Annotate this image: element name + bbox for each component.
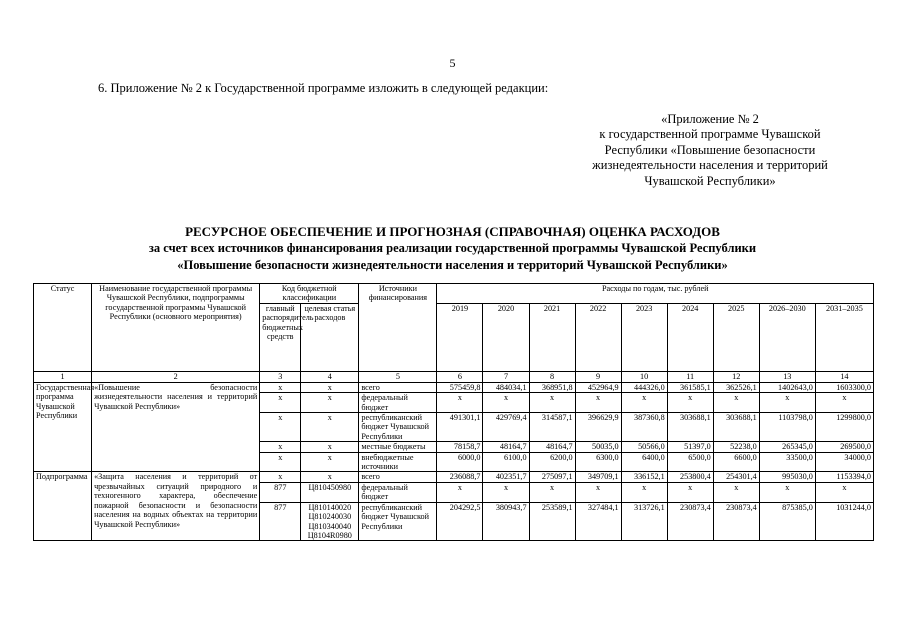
row-value: x xyxy=(759,482,815,502)
header-year: 2022 xyxy=(575,303,621,371)
row-value: x xyxy=(667,482,713,502)
row-value: 387360,8 xyxy=(621,413,667,442)
row-value: 327484,1 xyxy=(575,502,621,541)
row-status: Государственная программа Чувашской Республики xyxy=(34,382,92,472)
row-source: внебюджетные источники xyxy=(359,452,437,472)
header-expenses: Расходы по годам, тыс. рублей xyxy=(437,284,874,304)
row-value: 444326,0 xyxy=(621,382,667,392)
column-index: 6 xyxy=(437,371,483,382)
column-index: 4 xyxy=(301,371,359,382)
row-value: 303688,1 xyxy=(713,413,759,442)
row-source: республиканский бюджет Чувашской Республики xyxy=(359,502,437,541)
row-value: 1031244,0 xyxy=(815,502,873,541)
row-value: x xyxy=(621,482,667,502)
row-target-item: x xyxy=(301,442,359,452)
row-value: 6200,0 xyxy=(529,452,575,472)
title-line-2: за счет всех источников финансирования реализации государственной программы Чувашской Республики xyxy=(148,241,757,255)
header-year: 2026–2030 xyxy=(759,303,815,371)
column-index: 8 xyxy=(529,371,575,382)
appendix-line: жизнедеятельности населения и территорий xyxy=(592,158,828,173)
header-year: 2021 xyxy=(529,303,575,371)
row-source: всего xyxy=(359,382,437,392)
row-value: x xyxy=(437,393,483,413)
row-value: 484034,1 xyxy=(483,382,529,392)
row-source: местные бюджеты xyxy=(359,442,437,452)
row-main-manager: x xyxy=(260,393,301,413)
row-value: 6300,0 xyxy=(575,452,621,472)
appendix-line: Республики «Повышение безопасности xyxy=(604,142,816,157)
row-value: x xyxy=(575,482,621,502)
row-value: 368951,8 xyxy=(529,382,575,392)
column-index: 7 xyxy=(483,371,529,382)
row-source: республиканский бюджет Чувашской Республики xyxy=(359,413,437,442)
row-target-item: Ц810140020 Ц810240030 Ц810340040 Ц8104R0980 xyxy=(301,502,359,541)
header-name: Наименование государственной программы Чувашской Республики, подпрограммы государственной программы Чувашской Республики (основного мероприятия) xyxy=(92,284,260,372)
header-year: 2031–2035 xyxy=(815,303,873,371)
row-value: 33500,0 xyxy=(759,452,815,472)
header-target-item: целевая статья расходов xyxy=(301,303,359,371)
row-main-manager: x xyxy=(260,472,301,482)
header-year: 2023 xyxy=(621,303,667,371)
row-value: 1299800,0 xyxy=(815,413,873,442)
row-value: x xyxy=(713,482,759,502)
header-year: 2025 xyxy=(713,303,759,371)
row-main-manager: x xyxy=(260,442,301,452)
row-source: федеральный бюджет xyxy=(359,393,437,413)
row-name: «Защита населения и территорий от чрезвычайных ситуаций природного и техногенного характера, обеспечение пожарной безопасности и безопасности населения на водных объектах на территории Чувашской Республики» xyxy=(92,472,260,541)
row-value: 48164,7 xyxy=(483,442,529,452)
page-number: 5 xyxy=(449,56,456,70)
appendix-line: «Приложение № 2 xyxy=(661,112,759,126)
row-value: 230873,4 xyxy=(667,502,713,541)
row-value: 362526,1 xyxy=(713,382,759,392)
row-value: x xyxy=(621,393,667,413)
row-target-item: x xyxy=(301,452,359,472)
row-value: x xyxy=(529,482,575,502)
column-index: 3 xyxy=(260,371,301,382)
row-value: 253589,1 xyxy=(529,502,575,541)
row-value: x xyxy=(667,393,713,413)
row-value: 236088,7 xyxy=(437,472,483,482)
row-value: 6500,0 xyxy=(667,452,713,472)
row-value: 429769,4 xyxy=(483,413,529,442)
header-year: 2024 xyxy=(667,303,713,371)
row-value: 275097,1 xyxy=(529,472,575,482)
row-main-manager: x xyxy=(260,452,301,472)
row-value: 52238,0 xyxy=(713,442,759,452)
row-value: 313726,1 xyxy=(621,502,667,541)
appendix-line: Чувашской Республики» xyxy=(644,173,776,188)
column-index: 13 xyxy=(759,371,815,382)
column-index: 5 xyxy=(359,371,437,382)
row-value: 265345,0 xyxy=(759,442,815,452)
row-source: федеральный бюджет xyxy=(359,482,437,502)
row-target-item: Ц810450980 xyxy=(301,482,359,502)
intro-paragraph: 6. Приложение № 2 к Государственной программе изложить в следующей редакции: xyxy=(98,81,549,95)
row-main-manager: x xyxy=(260,413,301,442)
column-index: 2 xyxy=(92,371,260,382)
row-value: 254301,4 xyxy=(713,472,759,482)
row-value: 1103798,0 xyxy=(759,413,815,442)
resource-table xyxy=(33,283,874,541)
row-value: 452964,9 xyxy=(575,382,621,392)
row-value: 6600,0 xyxy=(713,452,759,472)
row-value: 1153394,0 xyxy=(815,472,873,482)
row-value: 995030,0 xyxy=(759,472,815,482)
row-main-manager: 877 xyxy=(260,482,301,502)
table-row xyxy=(34,472,874,482)
row-target-item: x xyxy=(301,472,359,482)
row-value: x xyxy=(815,393,873,413)
row-value: 51397,0 xyxy=(667,442,713,452)
row-value: x xyxy=(437,482,483,502)
column-index: 14 xyxy=(815,371,873,382)
row-name: «Повышение безопасности жизнедеятельности населения и территорий Чувашской Республики» xyxy=(92,382,260,472)
title-line-1: РЕСУРСНОЕ ОБЕСПЕЧЕНИЕ И ПРОГНОЗНАЯ (СПРАВОЧНАЯ) ОЦЕНКА РАСХОДОВ xyxy=(185,224,720,239)
column-index: 10 xyxy=(621,371,667,382)
table-body xyxy=(34,371,874,541)
row-value: 875385,0 xyxy=(759,502,815,541)
row-target-item: x xyxy=(301,393,359,413)
appendix-line: к государственной программе Чувашской xyxy=(599,127,821,142)
column-index-row xyxy=(34,371,874,382)
row-value: x xyxy=(815,482,873,502)
row-status: Подпрограмма xyxy=(34,472,92,541)
row-value: 230873,4 xyxy=(713,502,759,541)
row-target-item: x xyxy=(301,382,359,392)
row-value: 314587,1 xyxy=(529,413,575,442)
document-title xyxy=(0,223,905,274)
header-budget-code: Код бюджетной классификации xyxy=(260,284,359,304)
row-value: 361585,1 xyxy=(667,382,713,392)
row-value: 1603300,0 xyxy=(815,382,873,392)
column-index: 9 xyxy=(575,371,621,382)
row-value: 1402643,0 xyxy=(759,382,815,392)
row-value: 6400,0 xyxy=(621,452,667,472)
row-value: x xyxy=(575,393,621,413)
row-value: 34000,0 xyxy=(815,452,873,472)
row-value: 402351,7 xyxy=(483,472,529,482)
row-value: 50566,0 xyxy=(621,442,667,452)
row-value: x xyxy=(529,393,575,413)
row-value: 303688,1 xyxy=(667,413,713,442)
title-line-3: «Повышение безопасности жизнедеятельности населения и территорий Чувашской Республики» xyxy=(177,258,728,272)
header-status: Статус xyxy=(34,284,92,372)
row-main-manager: 877 xyxy=(260,502,301,541)
table-row xyxy=(34,382,874,392)
row-value: 575459,8 xyxy=(437,382,483,392)
row-value: 380943,7 xyxy=(483,502,529,541)
row-value: 349709,1 xyxy=(575,472,621,482)
header-main-manager: главный распорядитель бюджетных средств xyxy=(260,303,301,371)
row-value: x xyxy=(483,393,529,413)
row-value: 491301,1 xyxy=(437,413,483,442)
appendix-header xyxy=(565,112,855,189)
header-sources: Источники финансирования xyxy=(359,284,437,372)
row-value: 48164,7 xyxy=(529,442,575,452)
header-year: 2019 xyxy=(437,303,483,371)
column-index: 11 xyxy=(667,371,713,382)
row-value: 269500,0 xyxy=(815,442,873,452)
row-value: x xyxy=(759,393,815,413)
row-value: 50035,0 xyxy=(575,442,621,452)
row-value: 396629,9 xyxy=(575,413,621,442)
row-value: 204292,5 xyxy=(437,502,483,541)
row-target-item: x xyxy=(301,413,359,442)
row-source: всего xyxy=(359,472,437,482)
column-index: 1 xyxy=(34,371,92,382)
row-value: 6000,0 xyxy=(437,452,483,472)
row-value: 6100,0 xyxy=(483,452,529,472)
column-index: 12 xyxy=(713,371,759,382)
row-value: 336152,1 xyxy=(621,472,667,482)
row-main-manager: x xyxy=(260,382,301,392)
row-value: x xyxy=(483,482,529,502)
row-value: 78158,7 xyxy=(437,442,483,452)
row-value: x xyxy=(713,393,759,413)
row-value: 253800,4 xyxy=(667,472,713,482)
header-year: 2020 xyxy=(483,303,529,371)
